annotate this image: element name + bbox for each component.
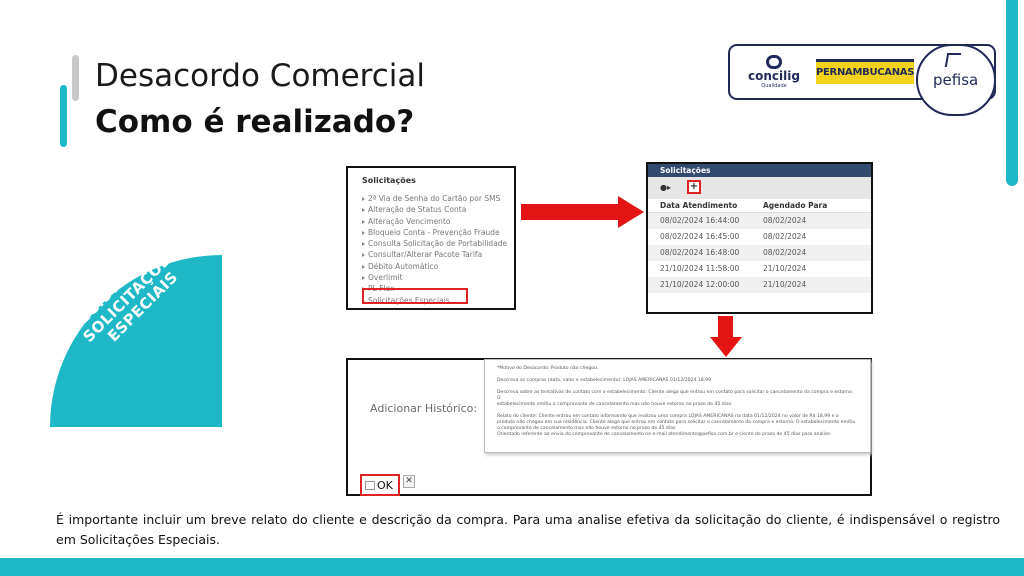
table-row[interactable]: 21/10/2024 11:58:00 21/10/2024 — [660, 264, 807, 273]
history-textarea[interactable]: *Motivo do Desacordo: Produto não chegou. Descreva as compras (data, valor e estabelecimento): LOJAS AMERICANAS 01/12/2024 18,99 Descreva sobre as tentativas de contato com o estabelecimento: Cliente alega que entrou em contato para solicitar o cancelamento da compra e estorno. O estabelecimento emitiu o comprovante de cancelamento mas não houve estorno no prazo de 45 dias. Relato do cliente: Cliente entrou em contato informando que realizou uma compra LOJAS AMERICANAS na data 01/12/2024 no valor de R$ 18,99 e o produto não chegou em sua residência. Cliente alega que entrou em contato para solicitar o cancelamento da compra e estorno. O estabelecimento emitiu o comprovante de cancelamento mas não houve estorno no prazo de 45 dias. Orientado referente ao envio do comprovante de cancelamento no e-mail atendimento@pefisa.com.br e ciente do prazo de 45 dias para analise. — [484, 359, 871, 453]
stamp-label: REGISTRAR EM SOLICITAÇÕES ESPECIAIS — [65, 229, 182, 346]
ok-button[interactable]: OK — [360, 474, 400, 496]
bullet-triangle-icon — [362, 220, 365, 224]
pefisa-mark-icon — [945, 53, 961, 67]
arrow-down-icon — [710, 337, 742, 357]
broken-image-icon — [365, 481, 375, 490]
pefisa-name: pefisa — [933, 71, 979, 89]
arrow-down-shaft — [718, 316, 733, 338]
column-header-service-date[interactable]: Data Atendimento — [660, 201, 738, 210]
table-row[interactable]: 21/10/2024 12:00:00 21/10/2024 — [648, 277, 871, 293]
concilig-name: concilig — [748, 69, 800, 83]
menu-item-overlimit[interactable]: Overlimit — [362, 272, 514, 283]
bullet-triangle-icon — [362, 231, 365, 235]
bullet-triangle-icon — [362, 253, 365, 257]
table-row[interactable]: 08/02/2024 16:45:00 08/02/2024 — [660, 232, 807, 241]
bottom-accent-bar — [0, 558, 1024, 576]
slide-title: Desacordo Comercial — [95, 58, 426, 94]
explanation-paragraph: É importante incluir um breve relato do cliente e descrição da compra. Para uma analise efetiva da solicitação do cliente, é indispensável o registro em Solicitações Especiais. — [56, 512, 1000, 547]
table-row[interactable]: 08/02/2024 16:48:00 08/02/2024 — [648, 245, 871, 261]
concilig-ring-icon — [766, 55, 782, 69]
bullet-triangle-icon — [362, 197, 365, 201]
bullet-triangle-icon — [362, 242, 365, 246]
pernambucanas-logo: PERNAMBUCANAS — [816, 59, 914, 84]
history-panel — [346, 358, 872, 496]
requests-table-header — [648, 199, 871, 213]
menu-item-fraud-block[interactable]: Bloqueio Conta - Prevenção Fraude — [362, 227, 514, 238]
menu-item-sms-password[interactable]: 2ª Via de Senha do Cartão por SMS — [362, 193, 514, 204]
menu-item-pl-flex[interactable]: PL Flex — [362, 283, 514, 294]
column-header-scheduled-for[interactable]: Agendado Para — [763, 201, 828, 210]
title-accent-bar-teal — [60, 85, 67, 147]
concilig-tagline: Qualidade — [761, 83, 787, 89]
slide-subtitle: Como é realizado? — [95, 104, 415, 140]
requests-table-title: Solicitações — [648, 164, 871, 177]
view-toggle-icon[interactable]: ●▸ — [660, 183, 671, 192]
bullet-triangle-icon — [362, 265, 365, 269]
table-row[interactable]: 08/02/2024 16:44:00 08/02/2024 — [648, 213, 871, 229]
title-accent-bar-gray — [72, 55, 79, 101]
add-request-button[interactable]: + — [687, 180, 701, 194]
menu-item-portability[interactable]: Consulta Solicitação de Portabilidade — [362, 238, 514, 249]
concilig-logo — [748, 55, 800, 89]
menu-item-account-status[interactable]: Alteração de Status Conta — [362, 204, 514, 215]
menu-item-special-requests[interactable]: Solicitações Especiais — [362, 295, 514, 306]
menu-item-auto-debit[interactable]: Débito Automático — [362, 261, 514, 272]
menu-item-due-date[interactable]: Alteração Vencimento — [362, 216, 514, 227]
menu-title: Solicitações — [362, 176, 416, 185]
right-edge-accent — [1006, 0, 1018, 186]
requests-toolbar — [648, 177, 871, 199]
requests-table-panel — [646, 162, 873, 314]
cancel-button[interactable]: ✕ — [403, 475, 415, 488]
arrow-right-shaft — [521, 204, 621, 220]
bullet-triangle-icon — [362, 208, 365, 212]
requests-table-body — [648, 213, 871, 293]
arrow-right-icon — [618, 196, 644, 228]
bullet-triangle-icon — [362, 276, 365, 280]
special-requests-highlight — [362, 288, 468, 304]
menu-item-fee-package[interactable]: Consultar/Alterar Pacote Tarifa — [362, 249, 514, 260]
history-label: Adicionar Histórico: — [370, 402, 478, 415]
